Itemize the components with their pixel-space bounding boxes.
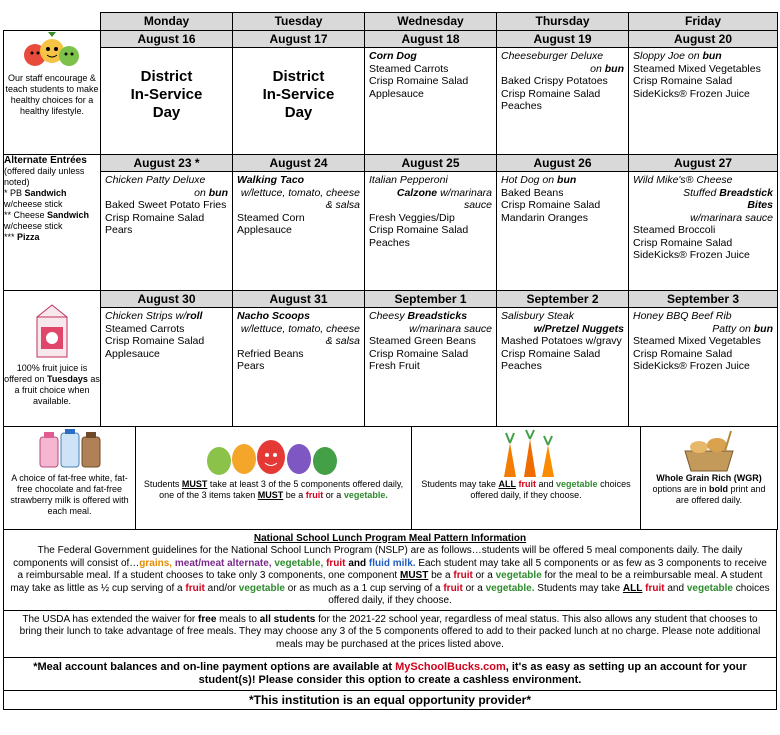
side-item: Steamed Green Beans — [369, 335, 476, 347]
must-word: MUST — [181, 479, 208, 489]
grains-word: grains, — [139, 557, 173, 569]
nslp-text: or a — [475, 570, 493, 581]
entree: Chicken Patty Deluxe — [105, 174, 206, 186]
fruit-word: fruit — [443, 582, 463, 594]
in-service-line: In-Service — [262, 86, 335, 103]
cell-august-26 — [497, 155, 629, 291]
nslp-text: Students may take — [537, 582, 621, 594]
juice-text-2: as a fruit choice when available. — [14, 374, 100, 406]
entree-line2: w/Pretzel Nuggets — [533, 322, 624, 335]
side-item: Peaches — [501, 360, 542, 372]
side-item: Steamed Corn — [237, 211, 305, 224]
entree: Nacho Scoops — [237, 310, 310, 322]
cell-september-1 — [365, 291, 497, 427]
cell-august-16 — [101, 31, 233, 155]
entree: Salisbury Steak — [501, 310, 574, 322]
entree-text: Stuffed — [683, 186, 717, 199]
vegetable-word: vegetable — [495, 570, 542, 581]
nslp-text: and/or — [207, 582, 236, 594]
date-label: August 30 — [101, 291, 232, 308]
side-item: Crisp Romaine Salad — [369, 347, 469, 360]
must-or: or a — [325, 490, 342, 500]
side-item: Crisp Romaine Salad — [633, 236, 733, 249]
side-item: Crisp Romaine Salad — [369, 75, 469, 87]
must-cell — [136, 427, 412, 529]
side-item: Refried Beans — [237, 347, 304, 360]
week-3-row — [4, 291, 778, 427]
all-text-1: Students may take — [421, 479, 496, 489]
fruit-word: fruit — [305, 490, 324, 500]
side-item: SideKicks® Frozen Juice — [633, 249, 750, 261]
side-item: Crisp Romaine Salad — [501, 347, 601, 360]
cell-august-23 — [101, 155, 233, 291]
entree — [369, 310, 492, 323]
wgr-rich: Rich (WGR) — [711, 473, 762, 483]
juice-day: Tuesdays — [47, 374, 88, 384]
entree-line2 — [369, 187, 492, 200]
entree: Honey BBQ Beef Rib — [633, 310, 732, 322]
cell-august-24 — [233, 155, 365, 291]
alt-note: (offered daily unless noted) — [4, 166, 85, 187]
entree-text: Hot Dog on — [501, 174, 555, 186]
entree-sub: w/marinara — [440, 186, 492, 199]
menu-items — [101, 308, 232, 362]
side-item: Baked Crispy Potatoes — [501, 75, 608, 87]
account-section — [3, 658, 777, 691]
juice-cell — [4, 291, 101, 427]
entree-sub: w/lettuce, tomato, cheese — [240, 322, 360, 335]
side-item: Fresh Fruit — [369, 360, 420, 372]
entree-text: Sloppy Joe on — [633, 50, 700, 62]
side-item: SideKicks® Frozen Juice — [633, 87, 750, 100]
cell-august-20 — [629, 31, 778, 155]
day-header-tuesday: Tuesday — [233, 13, 365, 31]
all-students-word: all students — [259, 613, 316, 625]
fruit-characters-icon — [21, 31, 83, 73]
and-word: and — [348, 557, 367, 569]
alt-mark: *** — [4, 232, 15, 242]
side-item: Steamed Broccoli — [633, 224, 716, 236]
cell-august-19 — [497, 31, 629, 155]
all-text — [418, 479, 634, 501]
entree-bold: roll — [186, 310, 203, 322]
milk-word: fluid milk. — [368, 557, 416, 569]
juice-text-1: 100% fruit juice is offered on — [4, 363, 88, 384]
vegetable-word: vegetable. — [485, 582, 535, 594]
entree — [633, 50, 773, 63]
cell-august-27 — [629, 155, 778, 291]
date-label: September 2 — [497, 291, 628, 308]
week-1-row — [4, 31, 778, 155]
side-item: Fresh Veggies/Dip — [369, 211, 455, 224]
nslp-text: The Federal Government guidelines for the National School Lunch Program (NSLP) are as follows…students will be offered 5 meal components daily. The daily components will consist of… — [13, 545, 743, 569]
side-item: Crisp Romaine Salad — [633, 347, 733, 360]
menu-calendar — [3, 12, 778, 427]
nslp-text: Each student may take all 5 components or as few as 3 components to receive a reimbursable meal. If a student chooses to take only 3 components, one component — [17, 557, 767, 581]
entree-text: Patty on — [712, 322, 751, 335]
in-service-line: District — [140, 68, 193, 85]
myschoolbucks-link[interactable]: MySchoolBucks.com — [395, 660, 506, 673]
date-label: September 3 — [629, 291, 777, 308]
date-label: August 16 — [101, 31, 232, 48]
nslp-body — [10, 545, 770, 608]
cell-august-17 — [233, 31, 365, 155]
alt-name: Sandwich — [47, 210, 90, 220]
info-row — [4, 427, 778, 529]
usda-text: meals to — [219, 613, 257, 625]
vegetable-characters-icon — [199, 429, 349, 479]
entree-bold: Breadsticks — [407, 310, 468, 322]
side-item: Pears — [105, 224, 133, 236]
alt-name: Sandwich — [24, 188, 67, 198]
alt-2-sub: w/cheese stick — [4, 221, 63, 231]
entree: Italian Pepperoni — [369, 174, 448, 186]
date-label: August 26 — [497, 155, 628, 172]
menu-items — [365, 172, 496, 251]
must-text — [142, 479, 405, 501]
in-service-line: Day — [152, 104, 181, 121]
staff-cell — [4, 31, 101, 155]
staff-text: Our staff encourage & teach students to make healthy choices for a healthy lifestyle. — [5, 73, 99, 116]
menu-items — [233, 308, 364, 375]
must-word: MUST — [400, 570, 429, 581]
menu-items — [497, 308, 628, 375]
wgr-cell — [641, 427, 778, 529]
entree-line2 — [633, 187, 773, 200]
menu-items — [101, 172, 232, 239]
cell-september-2 — [497, 291, 629, 427]
equal-opportunity: *This institution is an equal opportunity provider* — [3, 691, 777, 710]
entree-line2 — [633, 323, 773, 336]
nslp-text: choices offered daily, if they choose. — [328, 582, 770, 606]
in-service-line: In-Service — [130, 86, 203, 103]
entree: Cheeseburger Deluxe — [501, 50, 604, 62]
side-item: Steamed Mixed Vegetables — [633, 335, 761, 347]
cell-august-30 — [101, 291, 233, 427]
juice-text — [4, 363, 100, 407]
entree-sub: w/lettuce, tomato, cheese — [240, 186, 360, 199]
day-header-row — [4, 13, 778, 31]
alt-1 — [4, 188, 100, 199]
wgr-grain: Grain — [685, 473, 710, 483]
date-label: August 24 — [233, 155, 364, 172]
date-label: August 27 — [629, 155, 777, 172]
alt-2 — [4, 210, 100, 221]
nslp-text: for the meal to be a reimbursable meal. A student may take as little as ½ cup serving of a — [10, 570, 763, 594]
nslp-text: be a — [431, 570, 451, 581]
fruit-word: fruit — [453, 570, 473, 581]
date-label: September 1 — [365, 291, 496, 308]
side-item: Crisp Romaine Salad — [633, 75, 733, 87]
menu-items — [497, 172, 628, 226]
entree-text: Cheesy — [369, 310, 405, 322]
side-item: Crisp Romaine Salad — [105, 335, 205, 347]
vegetable-word: vegetable. — [343, 490, 388, 500]
entree-bun: bun — [604, 62, 624, 75]
date-label: August 25 — [365, 155, 496, 172]
milk-text: A choice of fat-free white, fat-free chocolate and fat-free strawberry milk is offered with each meal. — [10, 473, 129, 516]
fruit-word: fruit — [326, 557, 346, 569]
cell-august-31 — [233, 291, 365, 427]
side-item: SideKicks® Frozen Juice — [633, 360, 750, 372]
day-header-thursday: Thursday — [497, 13, 629, 31]
grain-basket-icon — [681, 429, 737, 473]
date-label: August 19 — [497, 31, 628, 48]
vegetable-word: vegetable, — [274, 557, 324, 569]
free-word: free — [198, 613, 217, 625]
menu-items — [233, 172, 364, 239]
side-item: Mashed Potatoes w/gravy — [501, 335, 622, 347]
date-label: August 17 — [233, 31, 364, 48]
juice-carton-icon — [31, 303, 73, 359]
alt-name: Pizza — [17, 232, 40, 242]
all-text-2: choices offered daily, if they choose. — [470, 479, 631, 500]
entree-bold: Calzone — [396, 186, 438, 199]
alt-1-sub: w/cheese stick — [4, 199, 63, 209]
menu-items — [629, 172, 777, 264]
entree-sub: sauce — [463, 199, 492, 211]
must-text-1: Students — [143, 479, 180, 489]
side-item: Peaches — [501, 100, 542, 112]
nslp-text: or as much as a 1 cup serving of a — [287, 582, 441, 594]
alt-3 — [4, 232, 100, 243]
entree-line2 — [501, 63, 624, 76]
side-item: Peaches — [369, 236, 410, 249]
side-item: Crisp Romaine Salad — [369, 224, 469, 236]
date-label: August 18 — [365, 31, 496, 48]
usda-text: for the 2021-22 school year, regardless of meal status. This also allows any student that chooses to bring their lunch to take advantage of free meals. They may choose any 3 of the 5 components offered to add to their packed lunch at no charge. Please note additional meals may be purchased at the prices listed above. — [19, 613, 761, 650]
entree-line2 — [105, 187, 228, 200]
side-item: Baked Sweet Potato Fries — [105, 199, 227, 211]
all-and: and — [538, 479, 554, 489]
fruit-word: fruit — [645, 582, 665, 594]
cell-august-25 — [365, 155, 497, 291]
nslp-text: and — [667, 582, 685, 594]
side-item: Baked Beans — [501, 186, 564, 199]
fruit-word: fruit — [185, 582, 205, 594]
cell-september-3 — [629, 291, 778, 427]
nslp-title: National School Lunch Program Meal Pattern Information — [253, 532, 527, 544]
must-text-3: be a — [285, 490, 304, 500]
wgr-text-1: options are in — [652, 484, 707, 494]
entree-sub: & salsa — [325, 199, 360, 211]
day-header-wednesday: Wednesday — [365, 13, 497, 31]
vegetable-word: vegetable — [686, 582, 733, 594]
menu-items — [365, 48, 496, 102]
entree-text: Chicken Strips w/ — [105, 310, 187, 322]
in-service-line: District — [272, 68, 325, 85]
nslp-section — [3, 530, 777, 611]
info-boxes — [3, 427, 778, 530]
menu-items — [365, 308, 496, 375]
entree-sub: w/marinara sauce — [409, 322, 492, 335]
entree-bun: bun — [753, 322, 773, 335]
vegetable-word: vegetable — [238, 582, 285, 594]
all-word: ALL — [498, 479, 516, 489]
usda-text: The USDA has extended the waiver for — [22, 613, 196, 625]
entree-sub: w/marinara sauce — [690, 211, 773, 224]
entree-bun: bun — [557, 174, 577, 186]
meat-word: meat/meat alternate, — [174, 557, 272, 569]
alt-title: Alternate Entrées — [4, 155, 87, 166]
menu-page — [3, 12, 777, 710]
corner-cell — [4, 13, 101, 31]
entree-bun: bun — [702, 50, 722, 62]
entree-bun: bun — [208, 186, 228, 199]
side-item: Steamed Carrots — [369, 62, 449, 75]
cell-august-18 — [365, 31, 497, 155]
side-item: Steamed Mixed Vegetables — [633, 62, 761, 75]
fruit-word: fruit — [518, 479, 536, 489]
menu-items — [497, 48, 628, 115]
side-item: Applesauce — [105, 347, 160, 360]
side-item: Applesauce — [237, 224, 292, 236]
entree: Walking Taco — [237, 174, 305, 186]
menu-items — [629, 48, 777, 102]
entree: Corn Dog — [369, 50, 417, 62]
account-text: *Meal account balances and on-line payment options are available at — [33, 660, 393, 673]
date-label: August 23 * — [101, 155, 232, 172]
side-item: Crisp Romaine Salad — [501, 199, 601, 211]
date-label: August 20 — [629, 31, 777, 48]
wgr-text-2: print and are offered daily. — [675, 484, 766, 505]
side-item: Pears — [237, 360, 265, 372]
side-item: Steamed Carrots — [105, 322, 185, 335]
milk-bottles-icon — [34, 429, 106, 469]
entree — [105, 310, 228, 323]
entree — [501, 174, 624, 187]
all-word: ALL — [622, 582, 643, 594]
alt-mark: * PB — [4, 188, 23, 198]
vegetable-word: vegetable — [556, 479, 598, 489]
carrot-characters-icon — [490, 429, 562, 479]
in-service-text — [101, 48, 232, 122]
wgr-bold: bold — [709, 484, 728, 494]
must-word-2: MUST — [257, 490, 284, 500]
entree-sub: & salsa — [325, 335, 360, 347]
wgr-text — [645, 473, 773, 506]
side-item: Mandarin Oranges — [501, 211, 588, 224]
nslp-text: or a — [465, 582, 483, 594]
entree-bold: Breadstick — [719, 186, 773, 199]
entree-on: on — [194, 186, 206, 199]
wgr-whole: Whole — [656, 473, 684, 483]
alternate-entrees-cell — [4, 155, 101, 291]
week-2-row — [4, 155, 778, 291]
day-header-friday: Friday — [629, 13, 778, 31]
entree-line3: Bites — [747, 199, 773, 211]
must-text-2: take at least 3 of the 5 components offered daily, one of the 3 items taken — [159, 479, 404, 500]
date-label: August 31 — [233, 291, 364, 308]
side-item: Crisp Romaine Salad — [105, 211, 205, 224]
account-text: , it's as easy as setting up an account for your student(s)! Please consider this option to create a cashless environment. — [198, 660, 747, 686]
menu-items — [629, 308, 777, 375]
milk-cell — [4, 427, 136, 529]
in-service-text — [233, 48, 364, 122]
alt-mark: ** Cheese — [4, 210, 45, 220]
in-service-line: Day — [284, 104, 313, 121]
side-item: Crisp Romaine Salad — [501, 87, 601, 100]
side-item: Applesauce — [369, 87, 424, 100]
day-header-monday: Monday — [101, 13, 233, 31]
entree-on: on — [590, 62, 602, 75]
entree: Wild Mike's® Cheese — [633, 174, 733, 186]
all-cell — [412, 427, 641, 529]
usda-section — [3, 611, 777, 658]
